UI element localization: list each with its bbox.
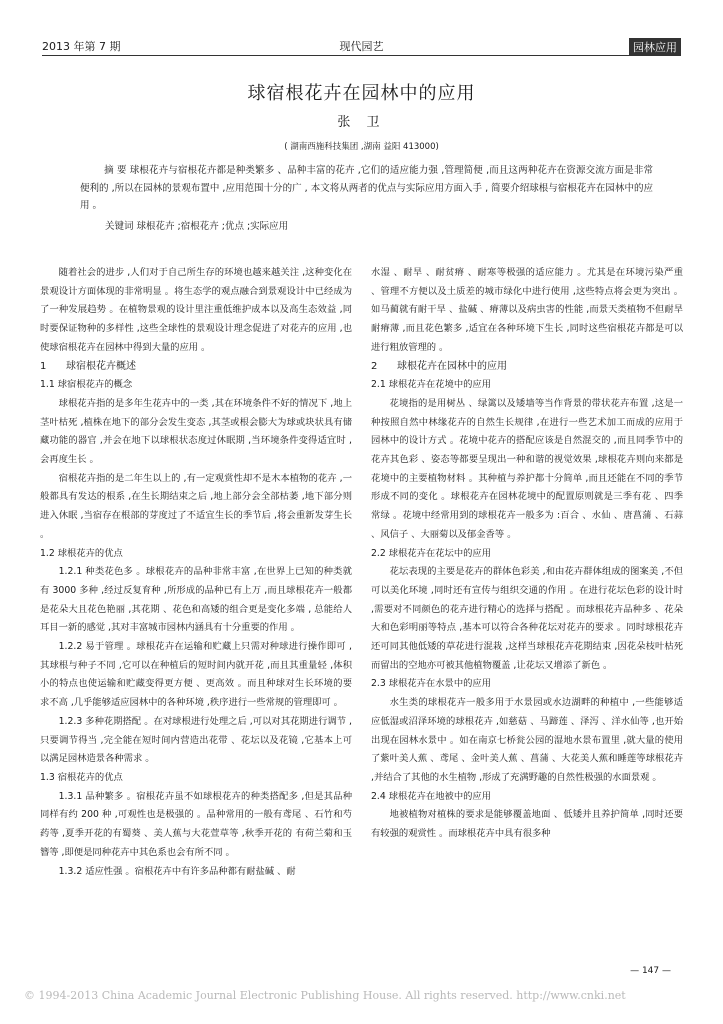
paragraph: 地被植物对植株的要求是能够覆盖地面 、低矮并且养护简单 ,同时还要有较强的观赏性 。而球根花卉中具有很多种 [371, 809, 683, 840]
paragraph: 花坛表现的主要是花卉的群体色彩美 ,和由花卉群体组成的图案美 ,不但可以美化环境 ,同时还有宣传与组织交通的作用 。在进行花坛色彩的设计时 ,需要对不同颜色的花卉进行精心的选择与搭配 。而球根花卉品种多 、花朵大和色彩明丽等特点 ,基本可以符合各种花坛对花卉的要求 。同时球根花卉还可同其他低矮的草花进行混栽 ,这样当球根花卉花期结束 ,因花朵枝叶枯死而留出的空地亦可被其他植物覆盖 ,让花坛又增添了新色 。 [371, 566, 683, 671]
subsection-heading: 1.3 宿根花卉的优点 [40, 771, 123, 783]
paragraph: 球根花卉指的是多年生花卉中的一类 ,其在环境条件不好的情况下 ,地上茎叶枯死 ,植株在地下的部分会发生变态 ,其茎或根会膨大为球或块状具有储藏功能的器官 ,并会在地下以球根状态度过休眠期 ,当环境条件变得适宜时 ,会再度生长 。 [40, 397, 352, 466]
article-title: 球宿根花卉在园林中的应用 [247, 83, 476, 104]
paragraph: 花境指的是用树丛 、绿篱以及矮墙等当作背景的带状花卉布置 ,这是一种按照自然中林缘花卉的自然生长规律 ,在进行一些艺术加工而成的应用于园林中的设计方式 。花境中花卉的搭配应该是自然混交的 ,而且同季节中的花卉其色彩 、姿态等都要呈现出一种和谐的视觉效果 ,球根花卉则向来都是花境中的主要植物材料 。其种植与养护都十分简单 ,而且还能在不同的季节形成不同的变化 。球根花卉在园林花境中的配置原则就是三季有花 、四季常绿 。花境中经常用到的球根花卉一般多为 :百合 、水仙 、唐菖蒲 、石蒜 、风信子 、大丽菊以及郁金香等 。 [371, 397, 683, 540]
article-author: 张 卫 [337, 115, 386, 130]
section-heading [40, 358, 352, 377]
paragraph-continued: 水湿 、耐旱 、耐贫瘠 、耐寒等极强的适应能力 。尤其是在环境污染严重 、管理不方便以及土质差的城市绿化中进行使用 ,这些特点将会更为突出 。如马蔺就有耐干旱 、盐碱 、瘠薄以及病虫害的性能 ,而景天类植物不但耐旱耐瘠薄 ,而且花色繁多 ,适宜在各种环境下生长 ,同时这些宿根花卉都是可以进行粗放管理的 。 [371, 267, 683, 353]
paragraph: 水生类的球根花卉一般多用于水景园或水边湖畔的种植中 ,一些能够适应低湿或沼泽环境的球根花卉 ,如慈菇 、马蹄莲 、泽泻 、洋水仙等 ,也开始出现在园林水景中 。如在南京七桥瓮公园的湿地水景布置里 ,就大量的使用了紫叶美人蕉 、鸢尾 、金叶美人蕉 、菖蒲 、大花美人蕉和睡莲等球根花卉 ,并结合了其他的水生植物 ,形成了充满野趣的自然性极强的水面景观 。 [371, 697, 683, 783]
paragraph: 1.2.1 种类花色多 。球根花卉的品种非常丰富 ,在世界上已知的种类就有 3000 多种 ,经过反复育种 ,所形成的品种已有上万 ,而且球根花卉一般都是花朵大且花色艳丽 ,其花期 、花色和高矮的组合更是变化多端 , 总能给人耳目一新的感觉 ,其对丰富城市园林内涵具有十分重要的作用 。 [40, 566, 352, 634]
section-heading [371, 358, 683, 377]
paragraph: 宿根花卉指的是二年生以上的 ,有一定观赏性却不是木本植物的花卉 ,一般都具有发达的根系 ,在生长期结束之后 ,地上部分会全部枯萎 ,地下部分则进入休眠 ,当宿存在根部的芽度过了不适宜生长的季节后 ,将会重新发芽生长 。 [40, 472, 352, 540]
right-column [371, 264, 683, 844]
keywords: 关键词 球根花卉 ;宿根花卉 ;优点 ;实际应用 [105, 221, 289, 232]
left-column [40, 264, 352, 881]
section-number: 1 [40, 360, 47, 372]
subsection-heading: 1.1 球宿根花卉的概念 [40, 379, 133, 391]
copyright-footer: © 1994-2013 China Academic Journal Electronic Publishing House. All rights reserved. http://www.cnki.net [24, 989, 626, 1002]
paragraph: 1.3.1 品种繁多 。宿根花卉虽不如球根花卉的种类搭配多 ,但是其品种同样有约 200 种 ,可观性也是极强的 。品种常用的一般有鸢尾 、石竹和芍药等 ,夏季开花的有蜀葵 、美人蕉与大花萱草等 ,秋季开花的 有荷兰菊和玉簪等 ,即便是同种花卉中其色系也会有所不同 。 [40, 790, 352, 858]
header-rule [42, 55, 681, 56]
paragraph: 随着社会的进步 ,人们对于自己所生存的环境也越来越关注 ,这种变化在景观设计方面体现的非常明显 。将生态学的观点融合到景观设计中已经成为了一种发展趋势 。在植物景观的设计里注重低维护成本以及高生态效益 ,同时要保证物种的多样性 ,这些全球性的景观设计理念促进了对花卉的应用 ,也使球宿根花卉在园林中得到大量的应用 。 [40, 267, 352, 353]
header-journal: 现代园艺 [339, 40, 384, 53]
paragraph: 1.3.2 适应性强 。宿根花卉中有许多品种都有耐盐碱 、耐 [58, 865, 296, 877]
section-title: 球宿根花卉概述 [66, 360, 136, 372]
subsection-heading: 2.2 球根花卉在花坛中的应用 [371, 547, 492, 559]
header-issue: 2013 年第 7 期 [42, 40, 121, 53]
section-number: 2 [371, 360, 378, 372]
subsection-heading: 2.3 球根花卉在水景中的应用 [371, 678, 492, 690]
section-title: 球根花卉在园林中的应用 [397, 360, 507, 372]
paragraph: 1.2.3 多种花期搭配 。在对球根进行处理之后 ,可以对其花期进行调节 ,只要调节得当 ,完全能在短时间内营造出花带 、花坛以及花镜 ,它基本上可以满足园林造景各种需求 。 [40, 715, 352, 765]
page-number: — 147 — [630, 966, 671, 976]
abstract-text: 摘 要 球根花卉与宿根花卉都是种类繁多 、品种丰富的花卉 ,它们的适应能力强 ,管理简便 ,而且这两种花卉在资源交流方面是非常便利的 ,所以在园林的景观布置中 ,应用范围十分的广 , 本文将从两者的优点与实际应用方面入手 , 简要介绍球根与宿根花卉在园林中的应用 。 [80, 165, 653, 211]
subsection-heading: 1.2 球根花卉的优点 [40, 547, 123, 559]
header-section: 园林应用 [629, 38, 681, 56]
author-affiliation: ( 湖南西施科技集团 ,湖南 益阳 413000) [284, 142, 439, 152]
subsection-heading: 2.1 球根花卉在花境中的应用 [371, 379, 492, 391]
abstract [80, 162, 653, 215]
paragraph: 1.2.2 易于管理 。球根花卉在运输和贮藏上只需对种球进行操作即可 ,其球根与种子不同 ,它可以在种植后的短时间内就开花 ,而且其重量轻 ,体积小的特点也使运输和贮藏变得更方便 、更高效 。而且种球对生长环境的要求不高 ,几乎能够适应园林中的各种环境 ,秩序进行一些常规的管理即可 。 [40, 641, 352, 709]
subsection-heading: 2.4 球根花卉在地被中的应用 [371, 790, 492, 802]
